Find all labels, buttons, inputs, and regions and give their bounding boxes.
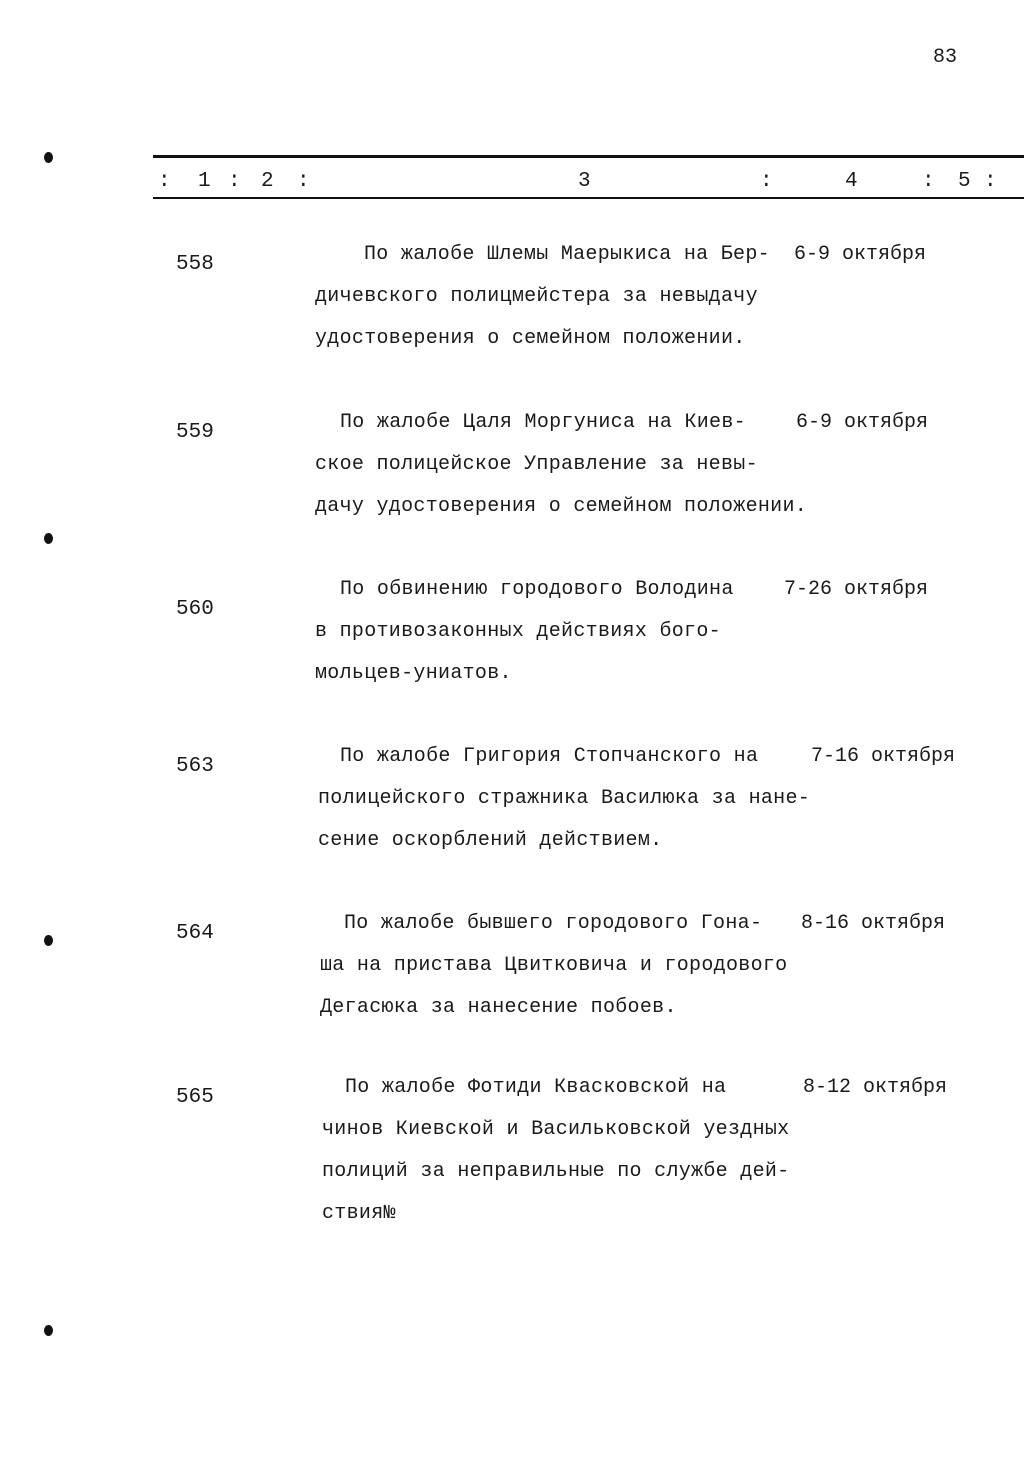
entry-date: 7-26 октября	[784, 578, 929, 601]
entry-description-line: полицейского стражника Василюка за нане-	[318, 787, 811, 810]
table-header-bottom-rule	[153, 197, 1024, 199]
column-header-3: 3	[578, 170, 591, 193]
entry-number: 565	[176, 1086, 214, 1109]
entry-description-line: Дегасюка за нанесение побоев.	[320, 996, 677, 1019]
column-header-1: 1	[198, 170, 211, 193]
column-separator: :	[760, 170, 773, 193]
table-top-rule	[153, 155, 1024, 158]
entry-description-line: удостоверения о семейном положении.	[315, 327, 746, 350]
entry-description-line: дичевского полицмейстера за невыдачу	[315, 285, 758, 308]
entry-description-line: полиций за неправильные по службе дей-	[322, 1160, 790, 1183]
entry-description-line: в противозаконных действиях бого-	[315, 620, 721, 643]
entry-description-line: По жалобе Григория Стопчанского на	[340, 745, 759, 768]
column-separator: :	[228, 170, 241, 193]
entry-date: 6-9 октября	[794, 243, 927, 266]
entry-description-line: По обвинению городового Володина	[340, 578, 734, 601]
column-separator: :	[297, 170, 310, 193]
column-separator: :	[984, 170, 997, 193]
entry-number: 563	[176, 755, 214, 778]
entry-description-line: сение оскорблений действием.	[318, 829, 663, 852]
punch-hole-mark	[44, 533, 53, 544]
entry-date: 7-16 октября	[811, 745, 956, 768]
entry-number: 560	[176, 598, 214, 621]
column-separator: :	[922, 170, 935, 193]
entry-number: 564	[176, 922, 214, 945]
entry-description-line: ша на пристава Цвитковича и городового	[320, 954, 788, 977]
entry-description-line: чинов Киевской и Васильковской уездных	[322, 1118, 790, 1141]
entry-description-line: По жалобе Цаля Моргуниса на Киев-	[340, 411, 746, 434]
entry-description-line: По жалобе бывшего городового Гона-	[344, 912, 763, 935]
column-header-5: 5	[958, 170, 971, 193]
entry-description-line: ское полицейское Управление за невы-	[315, 453, 758, 476]
column-header-2: 2	[261, 170, 274, 193]
column-header-4: 4	[845, 170, 858, 193]
entry-date: 8-16 октября	[801, 912, 946, 935]
entry-date: 6-9 октября	[796, 411, 929, 434]
entry-description-line: ствия№	[322, 1202, 396, 1225]
entry-number: 559	[176, 421, 214, 444]
entry-description-line: мольцев-униатов.	[315, 662, 512, 685]
punch-hole-mark	[44, 152, 53, 163]
column-separator: :	[158, 170, 171, 193]
page-number: 83	[933, 46, 958, 69]
entry-number: 558	[176, 253, 214, 276]
entry-description-line: дачу удостоверения о семейном положении.	[315, 495, 808, 518]
punch-hole-mark	[44, 935, 53, 946]
entry-description-line: По жалобе Фотиди Квасковской на	[345, 1076, 727, 1099]
punch-hole-mark	[44, 1325, 53, 1336]
entry-description-line: По жалобе Шлемы Маерыкиса на Бер-	[364, 243, 770, 266]
entry-date: 8-12 октября	[803, 1076, 948, 1099]
